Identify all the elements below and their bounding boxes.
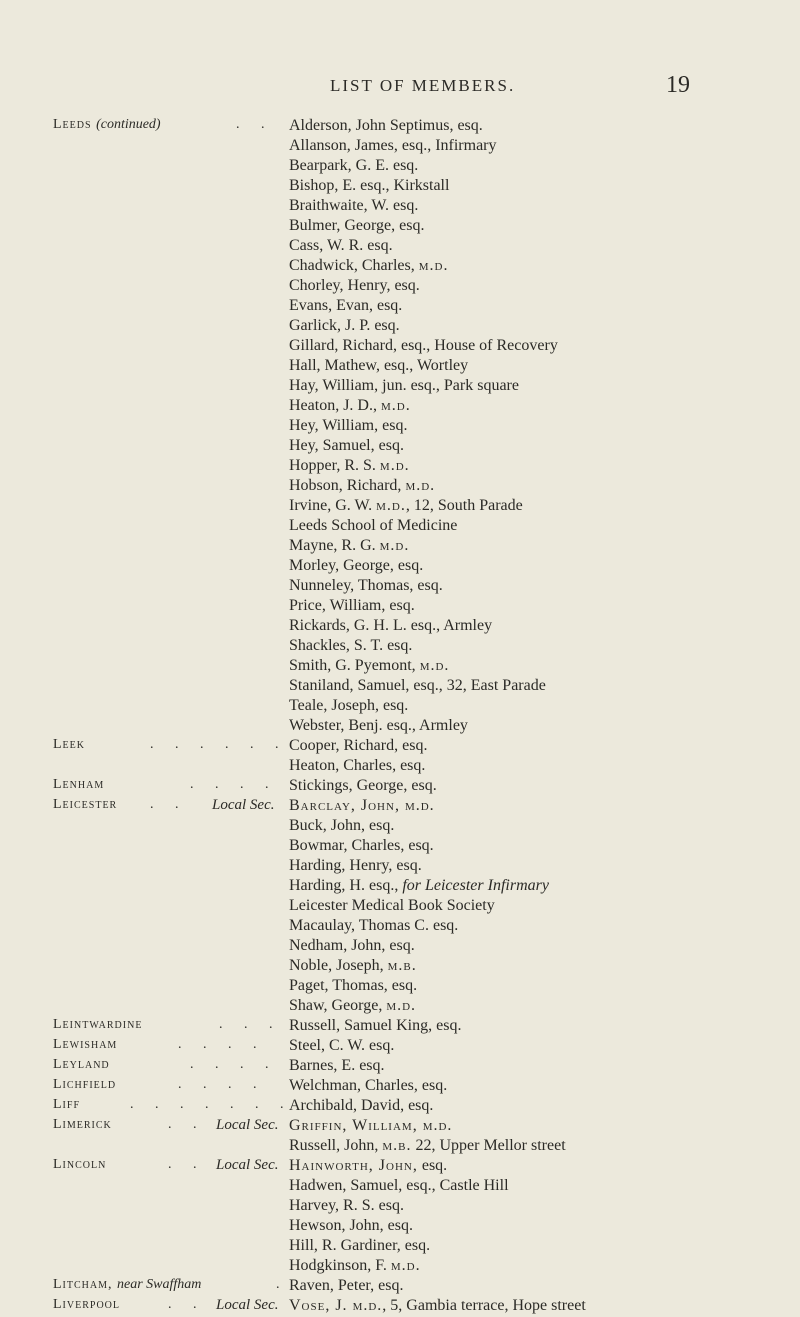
list-item — [0, 1177, 800, 1197]
member-name: Shackles, S. T. esq. — [289, 637, 413, 654]
list-item — [0, 1237, 800, 1257]
member-name: Harding, H. esq., for Leicester Infirmary — [289, 877, 549, 894]
member-name: Barnes, E. esq. — [289, 1057, 385, 1074]
place-lincoln: Lincoln — [53, 1157, 107, 1172]
member-name: Braithwaite, W. esq. — [289, 197, 419, 214]
list-item — [0, 1057, 800, 1077]
member-name: Archibald, David, esq. — [289, 1097, 434, 1114]
member-name: Welchman, Charles, esq. — [289, 1077, 448, 1094]
member-name: Bishop, E. esq., Kirkstall — [289, 177, 450, 194]
leader-dots: . . — [150, 797, 188, 812]
member-name: Cooper, Richard, esq. — [289, 737, 428, 754]
leader-dots: . . . . . . . — [130, 1097, 293, 1112]
list-item — [0, 577, 800, 597]
list-item — [0, 377, 800, 397]
list-item — [0, 717, 800, 737]
list-item — [0, 1017, 800, 1037]
member-name: Russell, John, m.b. 22, Upper Mellor street — [289, 1137, 566, 1154]
place-lewisham: Lewisham — [53, 1037, 118, 1052]
member-name: Hadwen, Samuel, esq., Castle Hill — [289, 1177, 509, 1194]
member-name: Bowmar, Charles, esq. — [289, 837, 434, 854]
list-item — [0, 897, 800, 917]
place-liff: Liff — [53, 1097, 81, 1112]
leader-dots: . . — [168, 1157, 206, 1172]
member-name: Bearpark, G. E. esq. — [289, 157, 419, 174]
member-name: Hopper, R. S. m.d. — [289, 457, 410, 474]
list-item — [0, 1077, 800, 1097]
member-name: Barclay, John, m.d. — [289, 797, 435, 814]
member-name: Stickings, George, esq. — [289, 777, 437, 794]
member-name: Chadwick, Charles, m.d. — [289, 257, 449, 274]
member-name: Bulmer, George, esq. — [289, 217, 425, 234]
list-item — [0, 757, 800, 777]
leader-dots: . . . . . . — [150, 737, 288, 752]
list-item — [0, 237, 800, 257]
place-lichfield: Lichfield — [53, 1077, 117, 1092]
member-name: Heaton, Charles, esq. — [289, 757, 426, 774]
member-name: Garlick, J. P. esq. — [289, 317, 400, 334]
list-item — [0, 857, 800, 877]
list-item — [0, 1117, 800, 1137]
member-name: Staniland, Samuel, esq., 32, East Parade — [289, 677, 546, 694]
member-name: Noble, Joseph, m.b. — [289, 957, 417, 974]
member-name: Evans, Evan, esq. — [289, 297, 403, 314]
member-name: Hobson, Richard, m.d. — [289, 477, 436, 494]
member-name: Nunneley, Thomas, esq. — [289, 577, 443, 594]
member-name: Rickards, G. H. L. esq., Armley — [289, 617, 493, 634]
leader-dots: . . . . — [178, 1077, 266, 1092]
leader-dots: . . — [236, 117, 274, 132]
member-name: Hainworth, John, esq. — [289, 1157, 448, 1174]
leader-dots: . . — [168, 1117, 206, 1132]
member-name: Russell, Samuel King, esq. — [289, 1017, 462, 1034]
member-name: Macaulay, Thomas C. esq. — [289, 917, 459, 934]
place-leicester: Leicester — [53, 797, 118, 812]
list-item — [0, 137, 800, 157]
list-item — [0, 457, 800, 477]
member-name: Hodgkinson, F. m.d. — [289, 1257, 421, 1274]
member-name: Vose, J. m.d., 5, Gambia terrace, Hope street — [289, 1297, 586, 1314]
local-secretary-label: Local Sec. — [216, 1297, 279, 1313]
member-name: Morley, George, esq. — [289, 557, 424, 574]
list-item — [0, 217, 800, 237]
list-item — [0, 617, 800, 637]
member-name: Webster, Benj. esq., Armley — [289, 717, 468, 734]
list-item — [0, 1037, 800, 1057]
member-name: Hey, Samuel, esq. — [289, 437, 404, 454]
leader-dots: . — [276, 1277, 289, 1292]
list-item — [0, 1277, 800, 1297]
local-secretary-label: Local Sec. — [216, 1157, 279, 1173]
running-title: LIST OF MEMBERS. — [330, 76, 516, 95]
list-item — [0, 1157, 800, 1177]
member-name: Cass, W. R. esq. — [289, 237, 393, 254]
place-litcham: Litcham, near Swaffham — [53, 1277, 202, 1292]
local-secretary-label: Local Sec. — [212, 797, 275, 813]
list-item — [0, 417, 800, 437]
list-item — [0, 777, 800, 797]
list-item — [0, 357, 800, 377]
member-name: Hey, William, esq. — [289, 417, 408, 434]
list-item — [0, 1217, 800, 1237]
list-item — [0, 317, 800, 337]
member-name: Harvey, R. S. esq. — [289, 1197, 404, 1214]
list-item — [0, 637, 800, 657]
leader-dots: . . . . — [178, 1037, 266, 1052]
list-item — [0, 917, 800, 937]
list-item — [0, 177, 800, 197]
member-name: Shaw, George, m.d. — [289, 997, 417, 1014]
list-item — [0, 297, 800, 317]
member-name: Hay, William, jun. esq., Park square — [289, 377, 519, 394]
list-item — [0, 557, 800, 577]
list-item — [0, 397, 800, 417]
place-leeds: Leeds (continued) — [53, 117, 161, 132]
member-name: Paget, Thomas, esq. — [289, 977, 418, 994]
list-item — [0, 817, 800, 837]
member-name: Steel, C. W. esq. — [289, 1037, 395, 1054]
list-item — [0, 737, 800, 757]
list-item — [0, 1097, 800, 1117]
member-name: Price, William, esq. — [289, 597, 415, 614]
place-liverpool: Liverpool — [53, 1297, 120, 1312]
member-name: Hall, Mathew, esq., Wortley — [289, 357, 469, 374]
member-name: Hewson, John, esq. — [289, 1217, 413, 1234]
list-item — [0, 337, 800, 357]
member-name: Smith, G. Pyemont, m.d. — [289, 657, 450, 674]
local-secretary-label: Local Sec. — [216, 1117, 279, 1133]
list-item — [0, 1257, 800, 1277]
list-item — [0, 437, 800, 457]
list-item — [0, 117, 800, 137]
member-name: Buck, John, esq. — [289, 817, 395, 834]
list-item — [0, 1197, 800, 1217]
member-name: Harding, Henry, esq. — [289, 857, 422, 874]
list-item — [0, 597, 800, 617]
list-item — [0, 1137, 800, 1157]
list-item — [0, 797, 800, 817]
member-name: Teale, Joseph, esq. — [289, 697, 409, 714]
list-item — [0, 537, 800, 557]
place-leyland: Leyland — [53, 1057, 110, 1072]
member-name: Leicester Medical Book Society — [289, 897, 495, 914]
list-item — [0, 517, 800, 537]
member-name: Alderson, John Septimus, esq. — [289, 117, 483, 134]
list-item — [0, 157, 800, 177]
place-lenham: Lenham — [53, 777, 105, 792]
member-name: Chorley, Henry, esq. — [289, 277, 420, 294]
member-name: Allanson, James, esq., Infirmary — [289, 137, 497, 154]
member-name: Gillard, Richard, esq., House of Recovery — [289, 337, 558, 354]
member-name: Leeds School of Medicine — [289, 517, 458, 534]
leader-dots: . . . . — [190, 1057, 278, 1072]
list-item — [0, 1297, 800, 1317]
place-limerick: Limerick — [53, 1117, 112, 1132]
member-name: Mayne, R. G. m.d. — [289, 537, 410, 554]
leader-dots: . . . . — [190, 777, 278, 792]
leader-dots: . . — [168, 1297, 206, 1312]
list-item — [0, 837, 800, 857]
leader-dots: . . . — [219, 1017, 282, 1032]
list-item — [0, 977, 800, 997]
list-item — [0, 657, 800, 677]
list-item — [0, 877, 800, 897]
place-leek: Leek — [53, 737, 85, 752]
list-item — [0, 477, 800, 497]
list-item — [0, 497, 800, 517]
member-name: Griffin, William, m.d. — [289, 1117, 453, 1134]
member-name: Hill, R. Gardiner, esq. — [289, 1237, 431, 1254]
member-name: Nedham, John, esq. — [289, 937, 415, 954]
list-item — [0, 257, 800, 277]
list-item — [0, 277, 800, 297]
member-name: Heaton, J. D., m.d. — [289, 397, 411, 414]
list-item — [0, 197, 800, 217]
place-leintwardine: Leintwardine — [53, 1017, 143, 1032]
list-item — [0, 697, 800, 717]
page-number: 19 — [666, 72, 690, 98]
list-item — [0, 677, 800, 697]
list-item — [0, 937, 800, 957]
list-item — [0, 957, 800, 977]
list-item — [0, 997, 800, 1017]
member-name: Irvine, G. W. m.d., 12, South Parade — [289, 497, 523, 514]
member-name: Raven, Peter, esq. — [289, 1277, 404, 1294]
